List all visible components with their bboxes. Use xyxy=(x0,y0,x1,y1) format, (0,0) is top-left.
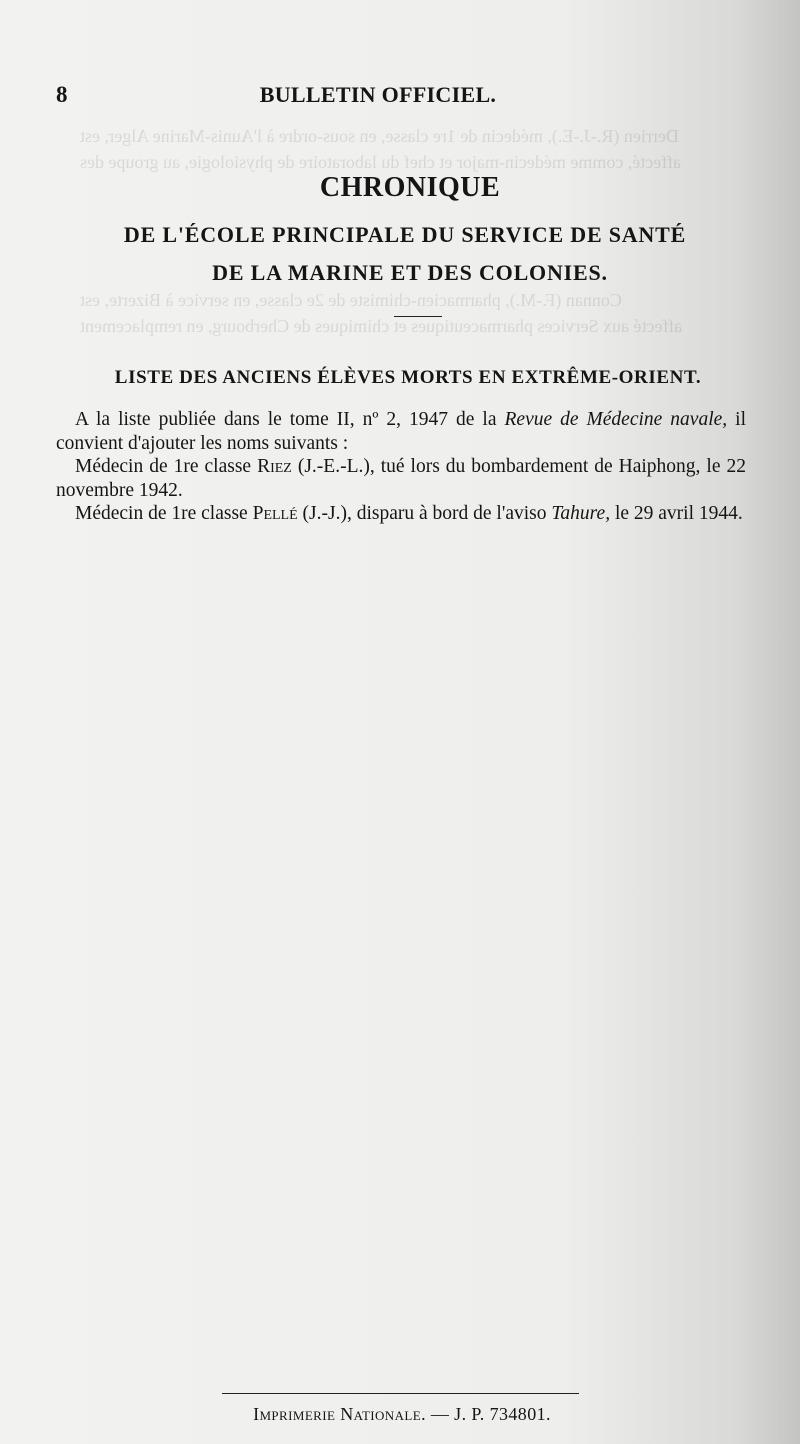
entry-rank: Médecin de 1re classe xyxy=(75,456,258,477)
entry-pelle xyxy=(56,502,746,526)
chronique-title: CHRONIQUE xyxy=(319,172,501,203)
journal-title: Revue de Médecine navale, xyxy=(504,409,728,430)
page-number: 8 xyxy=(56,82,68,107)
show-through-text: Derrien (R.-J.-E.), médecin de 1re classe, en sous-ordre à l'Aunis-Marine Alger, est xyxy=(80,126,679,146)
chronique-subtitle-line2: DE LA MARINE ET DES COLONIES. xyxy=(212,260,608,285)
entry-details: (J.-E.-L.), tué lors du bombardement de Haiphong, le 22 novembre 1942. xyxy=(56,456,746,501)
chronique-subtitle-line1: DE L'ÉCOLE PRINCIPALE DU SERVICE DE SANTÉ xyxy=(123,222,687,247)
intro-text-continued: il convient d'ajouter les noms suivants : xyxy=(56,409,746,454)
entry-rank: Médecin de 1re classe xyxy=(75,503,253,524)
entry-surname: Pellé xyxy=(252,503,298,524)
entry-surname: Riez xyxy=(257,456,292,477)
printer-imprint xyxy=(0,1404,800,1425)
show-through-text: Connan (F.-M.), pharmacien-chimiste de 2e classe, en service à Bizerte, est xyxy=(80,290,622,310)
imprint-separator: — xyxy=(425,1404,455,1424)
print-code: J. P. 734801. xyxy=(454,1404,551,1424)
show-through-text: affecté, comme médecin-major et chef du laboratoire de physiologie, au groupe des xyxy=(80,152,681,172)
show-through-text: affecté aux Services pharmaceutiques et chimiques de Cherbourg, en remplacement xyxy=(80,316,683,336)
intro-paragraph xyxy=(56,408,746,455)
entry-riez xyxy=(56,455,746,502)
article-body xyxy=(56,408,746,526)
section-divider xyxy=(394,316,442,317)
footer-divider xyxy=(222,1393,579,1394)
running-head xyxy=(56,82,760,112)
entry-details: (J.-J.), disparu à bord de l'aviso xyxy=(297,503,552,524)
intro-text: A la liste publiée dans le tome II, nº 2, 1947 de la xyxy=(75,409,505,430)
ship-name: Tahure, xyxy=(551,503,611,524)
list-heading: LISTE DES ANCIENS ÉLÈVES MORTS EN EXTRÊME-ORIENT. xyxy=(114,367,702,388)
running-title: BULLETIN OFFICIEL. xyxy=(259,82,497,107)
printer-name: Imprimerie Nationale. xyxy=(253,1404,426,1424)
entry-date: le 29 avril 1944. xyxy=(610,503,743,524)
